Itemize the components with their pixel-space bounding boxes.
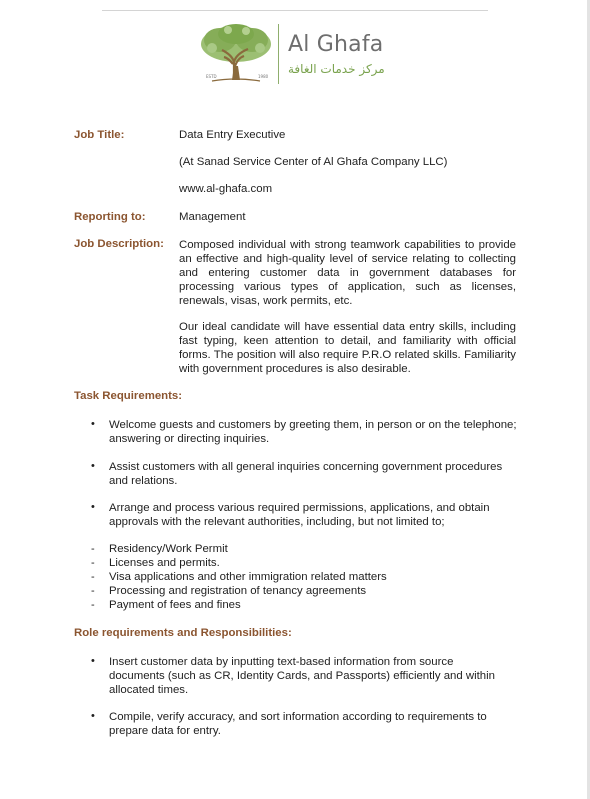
job-description-paragraph-2: [179, 320, 516, 376]
role-bullet-1: [109, 655, 519, 697]
role-bullet-2: [109, 710, 519, 738]
logo-wordmark: Al Ghafa: [288, 32, 384, 57]
bullet-marker: •: [91, 655, 95, 667]
dash-marker: -: [91, 543, 95, 555]
dash-marker: -: [91, 599, 95, 611]
company-logo: [198, 22, 398, 88]
text-line: answering or directing inquiries.: [109, 433, 270, 445]
job-description-label: Job Description:: [74, 238, 164, 250]
bullet-marker: •: [91, 418, 95, 430]
dash-marker: -: [91, 585, 95, 597]
text-line: documents (such as CR, Identity Cards, and Passports) efficiently and within: [109, 670, 495, 682]
bullet-marker: •: [91, 460, 95, 472]
text-line: processing various types of application, such as licenses,: [179, 281, 516, 293]
sub-item-fees: Payment of fees and fines: [109, 599, 241, 611]
text-line: Composed individual with strong teamwork capabilities to provide: [179, 239, 516, 251]
sub-item-tenancy: Processing and registration of tenancy agreements: [109, 585, 367, 597]
text-line: renewals, visas, work permits, etc.: [179, 295, 353, 307]
text-line: with government procedures is also desirable.: [179, 363, 411, 375]
text-line: prepare data for entry.: [109, 725, 221, 737]
text-line: Assist customers with all general inquiries concerning government procedures: [109, 461, 503, 473]
task-bullet-1: [109, 418, 519, 446]
text-line: Arrange and process various required permissions, applications, and obtain: [109, 502, 490, 514]
website-link[interactable]: www.al-ghafa.com: [179, 183, 273, 195]
logo-year: 1980: [258, 74, 269, 79]
dash-marker: -: [91, 571, 95, 583]
dash-marker: -: [91, 557, 95, 569]
text-line: approvals with the relevant authorities, including, but not limited to;: [109, 516, 445, 528]
text-line: allocated times.: [109, 684, 189, 696]
text-line: Insert customer data by inputting text-based information from source: [109, 656, 454, 668]
reporting-label: Reporting to:: [74, 211, 146, 223]
task-bullet-2: [109, 460, 519, 488]
job-title-value: Data Entry Executive: [179, 129, 286, 141]
logo-arabic-wordmark: مركز خدمات الغافة: [288, 62, 385, 76]
text-line: and entering customer data in government databases for: [179, 267, 516, 279]
sub-item-visa: Visa applications and other immigration related matters: [109, 571, 387, 583]
text-line: fast typing, keen attention to detail, and familiarity with official: [179, 335, 516, 347]
sub-item-residency: Residency/Work Permit: [109, 543, 228, 555]
text-line: Compile, verify accuracy, and sort information according to requirements to: [109, 711, 487, 723]
logo-est-label: ESTD: [206, 74, 217, 79]
text-line: Our ideal candidate will have essential data entry skills, including: [179, 321, 516, 333]
role-requirements-heading: Role requirements and Responsibilities:: [74, 627, 292, 639]
job-description-paragraph-1: [179, 238, 516, 308]
reporting-value: Management: [179, 211, 246, 223]
job-title-subtitle: (At Sanad Service Center of Al Ghafa Company LLC): [179, 156, 448, 168]
text-line: and relations.: [109, 475, 178, 487]
task-requirements-heading: Task Requirements:: [74, 390, 183, 402]
text-line: an effective and high-quality level of service relating to collecting: [179, 253, 516, 265]
bullet-marker: •: [91, 501, 95, 513]
logo-divider: [278, 24, 279, 84]
bullet-marker: •: [91, 710, 95, 722]
task-bullet-3: [109, 501, 519, 529]
sub-item-licenses: Licenses and permits.: [109, 557, 220, 569]
job-title-label: Job Title:: [74, 129, 125, 141]
top-divider: [102, 10, 488, 11]
text-line: Welcome guests and customers by greeting them, in person or on the telephone;: [109, 419, 517, 431]
text-line: forms. The position will also require P.R.O related skills. Familiarity: [179, 349, 516, 361]
